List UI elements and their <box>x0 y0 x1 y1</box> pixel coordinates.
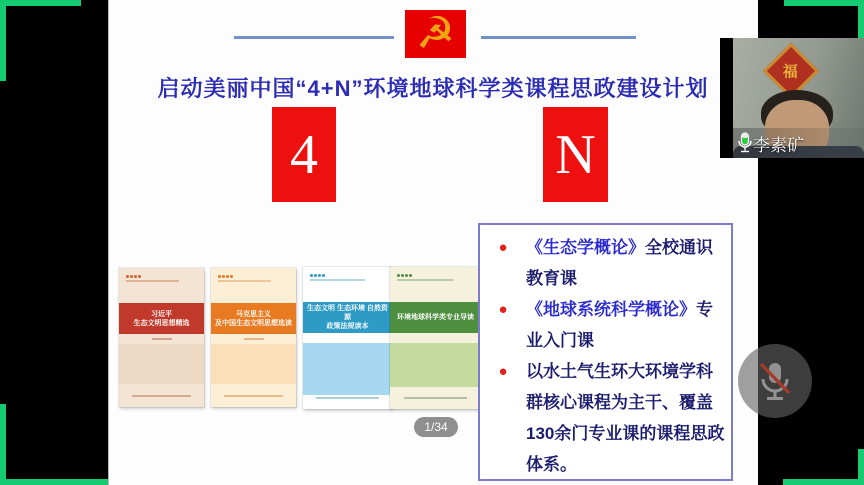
hammer-sickle-icon: ☭ <box>415 9 456 58</box>
course-list-textbox <box>478 223 733 481</box>
slide-title: 启动美丽中国“4+N”环境地球科学类课程思政建设计划 <box>157 76 709 101</box>
book-title-line: 政策法规读本 <box>326 323 369 330</box>
book-publisher-logo <box>218 275 233 278</box>
book-cover-panel <box>211 344 296 384</box>
highlight-box-4 <box>272 107 336 202</box>
capture-frame-corner-top-left <box>0 0 81 81</box>
header-divider-left <box>234 36 394 39</box>
book-title-banner <box>303 302 392 333</box>
bullet-dot-icon: ● <box>498 363 508 380</box>
bullet-text <box>526 356 728 480</box>
mic-active-icon <box>737 132 753 154</box>
book-title-line: 及中国生态文明思想选读 <box>215 319 292 327</box>
book-footer-microtext <box>224 395 284 397</box>
fu-character: 福 <box>783 63 799 81</box>
party-emblem-icon <box>405 10 466 58</box>
participant-video-feed <box>733 38 864 158</box>
book-publisher-logo <box>310 274 325 277</box>
book-cover-panel <box>303 343 392 395</box>
book-series-microtext <box>310 279 365 281</box>
mute-microphone-button[interactable] <box>738 344 812 418</box>
capture-frame-corner-bottom-right <box>783 449 864 485</box>
list-item <box>480 294 731 356</box>
book-title-line: 习近平 <box>151 310 172 318</box>
book-cover-panel <box>390 343 481 387</box>
course-description: 以水土气生环大环境学科群核心课程为主干、覆盖130余门专业课的课程思政体系。 <box>526 362 725 474</box>
book-publisher-logo <box>126 275 141 278</box>
book-footer-microtext <box>404 397 468 399</box>
capture-frame-corner-bottom-left <box>0 404 111 485</box>
book-title-banner <box>119 303 204 334</box>
course-name: 《生态学概论》 <box>526 238 645 257</box>
participant-nameplate <box>733 128 864 158</box>
book-subtitle-mark <box>152 338 172 340</box>
book-title-line: 马克思主义 <box>236 310 271 318</box>
book-title-line: 环境地球科学类专业导读 <box>397 314 474 321</box>
book-cover-policy-regulations-reader <box>303 267 392 409</box>
book-series-microtext <box>126 280 179 282</box>
book-title-line: 生态文明 生态环境 自然资源 <box>307 305 388 321</box>
book-series-microtext <box>397 279 453 281</box>
book-footer-microtext <box>316 397 378 399</box>
bullet-text <box>526 232 728 294</box>
book-title-banner <box>390 302 481 333</box>
book-title-banner <box>211 303 296 334</box>
book-publisher-logo <box>397 274 412 277</box>
mic-muted-icon <box>755 359 795 403</box>
book-cover-environmental-earth-science-guide <box>390 267 481 409</box>
book-title-line: 生态文明思想精选 <box>133 319 190 327</box>
book-series-microtext <box>218 280 271 282</box>
course-name: 《地球系统科学概论》 <box>526 300 696 319</box>
header-divider-right <box>481 36 636 39</box>
box-4-label: 4 <box>290 123 318 186</box>
course-description: 专业入门课 <box>526 300 713 350</box>
book-subtitle-mark <box>244 338 264 340</box>
bullet-dot-icon: ● <box>498 301 508 318</box>
list-item <box>480 356 731 480</box>
course-description: 全校通识教育课 <box>526 238 713 288</box>
participant-video-tile[interactable] <box>720 38 864 158</box>
page-indicator-badge: 1/34 <box>414 417 458 437</box>
box-n-label: N <box>555 123 596 186</box>
bullet-dot-icon: ● <box>498 239 508 256</box>
book-cover-xi-ecological-civilization <box>119 268 204 407</box>
participant-name: 李素矿 <box>753 135 804 155</box>
book-footer-microtext <box>132 395 192 397</box>
shared-slide <box>108 0 758 485</box>
book-cover-marxism-ecological-readings <box>211 268 296 407</box>
bullet-text <box>526 294 728 356</box>
list-item <box>480 232 731 294</box>
highlight-box-n <box>543 107 608 202</box>
book-cover-panel <box>119 344 204 384</box>
